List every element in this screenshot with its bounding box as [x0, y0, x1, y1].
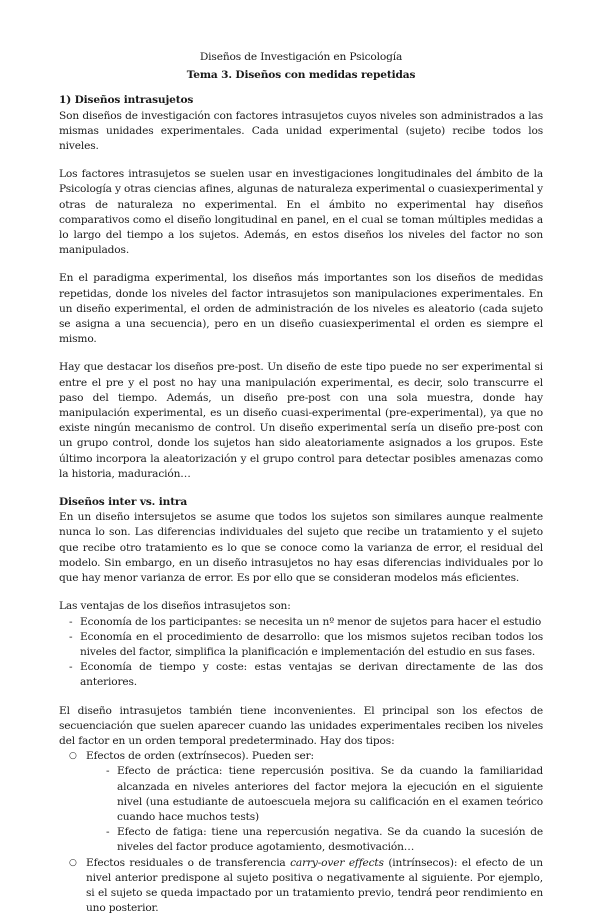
list-item-label: Efectos de orden (extrínsecos). Pueden ser:: [86, 750, 314, 763]
list-item-text: (intrínsecos): el efecto de un nivel anterior predispone al sujeto positiva o negativamente al siguiente. Por ejemplo, si el sujeto se queda impactado por un tratamiento previo, tendrá peor rendimiento en uno posterior.: [86, 856, 543, 915]
section-heading-inter-vs-intra: Diseños inter vs. intra: [59, 496, 188, 509]
list-item-residual-effects: [69, 856, 543, 916]
drawbacks-intro: El diseño intrasujetos también tiene inconvenientes. El principal son los efectos de secuenciación que suelen aparecer cuando las unidades experimentales reciben los niveles del factor en un orden temporal predeterminado. Hay dos tipos:: [59, 704, 543, 747]
order-effects-sublist: [86, 764, 543, 855]
paragraph: En un diseño intersujetos se asume que todos los sujetos son similares aunque realmente nunca lo son. Las diferencias individuales del sujeto que recibe un tratamiento y el sujeto que recibe otro tratamiento es lo que se conoce como la varianza de error, el residual del modelo. Sin embargo, en un diseño intrasujetos no hay esas diferencias individuales por lo que hay menor varianza de error. Es por ello que se consideran modelos más eficientes.: [59, 511, 543, 585]
circle-bullet-icon: ○: [69, 751, 77, 762]
circle-bullet-icon: ○: [69, 857, 77, 868]
list-item-order-effects: [69, 749, 543, 855]
document-subtitle: Tema 3. Diseños con medidas repetidas: [186, 69, 416, 82]
paragraph: En el paradigma experimental, los diseños más importantes son los diseños de medidas repetidas, donde los niveles del factor intrasujetos son manipulaciones experimentales. En un diseño experimental, el orden de administración de los niveles es aleatorio (cada sujeto se asigna a una secuencia), pero en un diseño cuasiexperimental el orden es siempre el mismo.: [59, 272, 543, 346]
list-item: - Economía de tiempo y coste: estas ventajas se derivan directamente de las dos anteriores.: [69, 660, 543, 690]
list-item: - Economía de los participantes: se necesita un nº menor de sujetos para hacer el estudio: [69, 615, 543, 630]
paragraph: Los factores intrasujetos se suelen usar en investigaciones longitudinales del ámbito de la Psicología y otras ciencias afines, algunas de naturaleza experimental o cuasiexperimental y otras de naturaleza no experimental. En el ámbito no experimental hay diseños comparativos como el diseño longitudinal en panel, en el cual se toman múltiples medidas a lo largo del tiempo a los sujetos. Además, en estos diseños los niveles del factor no son manipulados.: [59, 168, 543, 257]
paragraph: Son diseños de investigación con factores intrasujetos cuyos niveles son administrados a las mismas unidades experimentales. Cada unidad experimental (sujeto) recibe todos los niveles.: [59, 109, 543, 153]
advantages-intro: Las ventajas de los diseños intrasujetos son:: [59, 600, 291, 613]
document-title: Diseños de Investigación en Psicología: [199, 51, 403, 63]
paragraph: Hay que destacar los diseños pre-post. Un diseño de este tipo puede no ser experimental si entre el pre y el post no hay una manipulación experimental, es decir, solo transcurre el paso del tiempo. Además, un diseño pre-post con una sola muestra, donde hay manipulación experimental, es un diseño cuasi-experimental (pre-experimental), ya que no existe ningún mecanismo de control. Un diseño experimental sería un diseño pre-post con un grupo control, donde los sujetos han sido aleatoriamente asignados a los grupos. Este último incorpora la aleatorización y el grupo control para detectar posibles amenazas como la historia, maduración…: [59, 361, 543, 480]
drawbacks-list: [59, 749, 543, 916]
list-item-italic-term: carry-over effects: [290, 856, 384, 869]
list-item-text: Efectos residuales o de transferencia: [86, 856, 291, 869]
advantages-list: [59, 615, 543, 691]
section-heading-intrasujetos: 1) Diseños intrasujetos: [59, 94, 194, 107]
document-page: [59, 50, 543, 916]
list-item: - Efecto de fatiga: tiene una repercusión negativa. Se da cuando la sucesión de niveles del factor produce agotamiento, desmotivación…: [106, 825, 543, 855]
list-item: - Efecto de práctica: tiene repercusión positiva. Se da cuando la familiaridad alcanzada en niveles anteriores del factor mejora la ejecución en el siguiente nivel (una estudiante de autoescuela mejora su calificación en el examen teórico cuando hace muchos tests): [106, 764, 543, 825]
list-item: - Economía en el procedimiento de desarrollo: que los mismos sujetos reciban todos los niveles del factor, simplifica la planificación e implementación del estudio en sus fases.: [69, 630, 543, 660]
